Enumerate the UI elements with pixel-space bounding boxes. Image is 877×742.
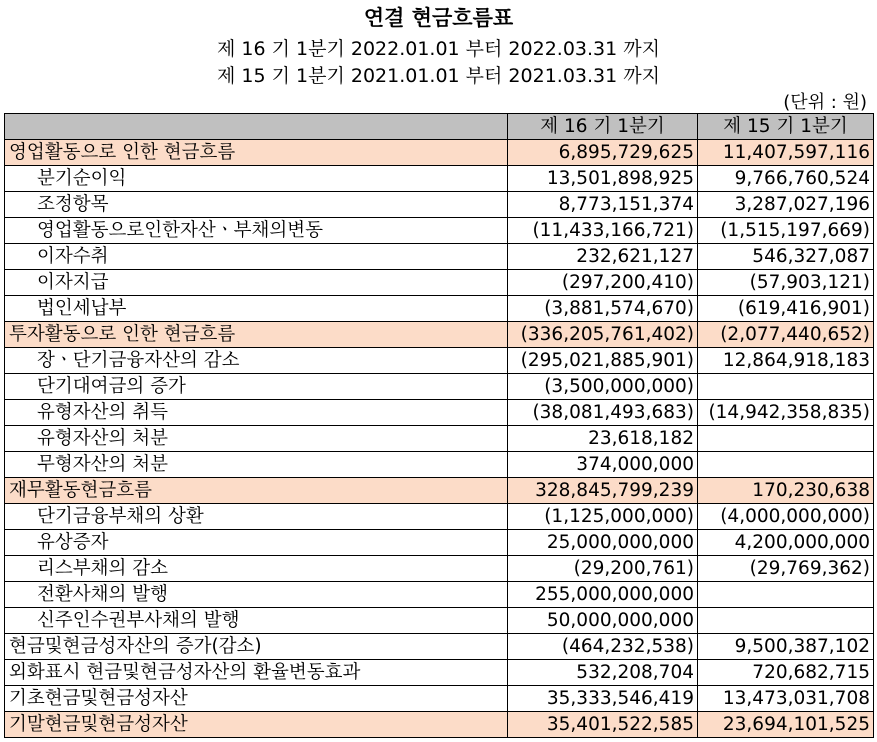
prior-period-value: 11,407,597,116	[698, 140, 874, 166]
row-label: 전환사채의 발행	[5, 582, 508, 608]
table-row	[5, 244, 874, 270]
current-period-value: (38,081,493,683)	[508, 400, 698, 426]
table-row	[5, 322, 874, 348]
prior-period-value	[698, 374, 874, 400]
table-row	[5, 140, 874, 166]
row-label: 이자지급	[5, 270, 508, 296]
row-label: 분기순이익	[5, 166, 508, 192]
current-period-value: 35,401,522,585	[508, 712, 698, 738]
table-row	[5, 192, 874, 218]
row-label: 법인세납부	[5, 296, 508, 322]
row-label: 영업활동으로인한자산ㆍ부채의변동	[5, 218, 508, 244]
current-period-value: 532,208,704	[508, 660, 698, 686]
table-row	[5, 426, 874, 452]
prior-period-value: (619,416,901)	[698, 296, 874, 322]
row-label: 영업활동으로 인한 현금흐름	[5, 140, 508, 166]
table-row	[5, 452, 874, 478]
statement-title: 연결 현금흐름표	[363, 6, 514, 30]
row-label: 이자수취	[5, 244, 508, 270]
prior-period-value: (2,077,440,652)	[698, 322, 874, 348]
table-row	[5, 712, 874, 738]
header-prior-period: 제 15 기 1분기	[698, 114, 874, 140]
prior-period-value	[698, 426, 874, 452]
table-row	[5, 504, 874, 530]
table-row	[5, 400, 874, 426]
table-row	[5, 660, 874, 686]
prior-period-value: 546,327,087	[698, 244, 874, 270]
row-label: 장ㆍ단기금융자산의 감소	[5, 348, 508, 374]
prior-period-value: 4,200,000,000	[698, 530, 874, 556]
current-period-value: (1,125,000,000)	[508, 504, 698, 530]
prior-period-value: 23,694,101,525	[698, 712, 874, 738]
current-period-value: 50,000,000,000	[508, 608, 698, 634]
row-label: 무형자산의 처분	[5, 452, 508, 478]
prior-period-value	[698, 582, 874, 608]
current-period-value: 23,618,182	[508, 426, 698, 452]
current-period-value: (3,500,000,000)	[508, 374, 698, 400]
prior-period-value	[698, 608, 874, 634]
current-period-value: 6,895,729,625	[508, 140, 698, 166]
table-row	[5, 608, 874, 634]
header-current-period: 제 16 기 1분기	[508, 114, 698, 140]
table-row	[5, 270, 874, 296]
current-period-value: 232,621,127	[508, 244, 698, 270]
current-period-value: 25,000,000,000	[508, 530, 698, 556]
table-row	[5, 374, 874, 400]
current-period-value: 374,000,000	[508, 452, 698, 478]
table-header-row	[5, 114, 874, 140]
row-label: 투자활동으로 인한 현금흐름	[5, 322, 508, 348]
table-row	[5, 166, 874, 192]
prior-period-value: 12,864,918,183	[698, 348, 874, 374]
row-label: 외화표시 현금및현금성자산의 환율변동효과	[5, 660, 508, 686]
table-row	[5, 686, 874, 712]
table-row	[5, 296, 874, 322]
current-period-value: (297,200,410)	[508, 270, 698, 296]
current-period-value: 255,000,000,000	[508, 582, 698, 608]
prior-period-value: (57,903,121)	[698, 270, 874, 296]
table-row	[5, 218, 874, 244]
row-label: 조정항목	[5, 192, 508, 218]
period-current: 제 16 기 1분기 2022.01.01 부터 2022.03.31 까지	[217, 38, 660, 60]
row-label: 유형자산의 처분	[5, 426, 508, 452]
prior-period-value: 9,500,387,102	[698, 634, 874, 660]
current-period-value: (295,021,885,901)	[508, 348, 698, 374]
current-period-value: (11,433,166,721)	[508, 218, 698, 244]
row-label: 유상증자	[5, 530, 508, 556]
current-period-value: (3,881,574,670)	[508, 296, 698, 322]
row-label: 재무활동현금흐름	[5, 478, 508, 504]
table-row	[5, 634, 874, 660]
current-period-value: (464,232,538)	[508, 634, 698, 660]
prior-period-value: 13,473,031,708	[698, 686, 874, 712]
row-label: 신주인수권부사채의 발행	[5, 608, 508, 634]
row-label: 단기금융부채의 상환	[5, 504, 508, 530]
row-label: 유형자산의 취득	[5, 400, 508, 426]
prior-period-value: 3,287,027,196	[698, 192, 874, 218]
cash-flow-table	[4, 113, 874, 738]
table-row	[5, 478, 874, 504]
current-period-value: 13,501,898,925	[508, 166, 698, 192]
prior-period-value: (29,769,362)	[698, 556, 874, 582]
period-prior: 제 15 기 1분기 2021.01.01 부터 2021.03.31 까지	[217, 65, 660, 87]
table-row	[5, 556, 874, 582]
row-label: 리스부채의 감소	[5, 556, 508, 582]
table-row	[5, 530, 874, 556]
current-period-value: 328,845,799,239	[508, 478, 698, 504]
current-period-value: (336,205,761,402)	[508, 322, 698, 348]
row-label: 단기대여금의 증가	[5, 374, 508, 400]
prior-period-value: 9,766,760,524	[698, 166, 874, 192]
prior-period-value: (1,515,197,669)	[698, 218, 874, 244]
prior-period-value: 720,682,715	[698, 660, 874, 686]
table-row	[5, 348, 874, 374]
unit-label: (단위 : 원)	[783, 92, 867, 113]
prior-period-value	[698, 452, 874, 478]
current-period-value: 35,333,546,419	[508, 686, 698, 712]
row-label: 현금및현금성자산의 증가(감소)	[5, 634, 508, 660]
row-label: 기초현금및현금성자산	[5, 686, 508, 712]
header-label-cell	[5, 114, 508, 140]
current-period-value: 8,773,151,374	[508, 192, 698, 218]
prior-period-value: 170,230,638	[698, 478, 874, 504]
prior-period-value: (4,000,000,000)	[698, 504, 874, 530]
prior-period-value: (14,942,358,835)	[698, 400, 874, 426]
table-row	[5, 582, 874, 608]
row-label: 기말현금및현금성자산	[5, 712, 508, 738]
current-period-value: (29,200,761)	[508, 556, 698, 582]
